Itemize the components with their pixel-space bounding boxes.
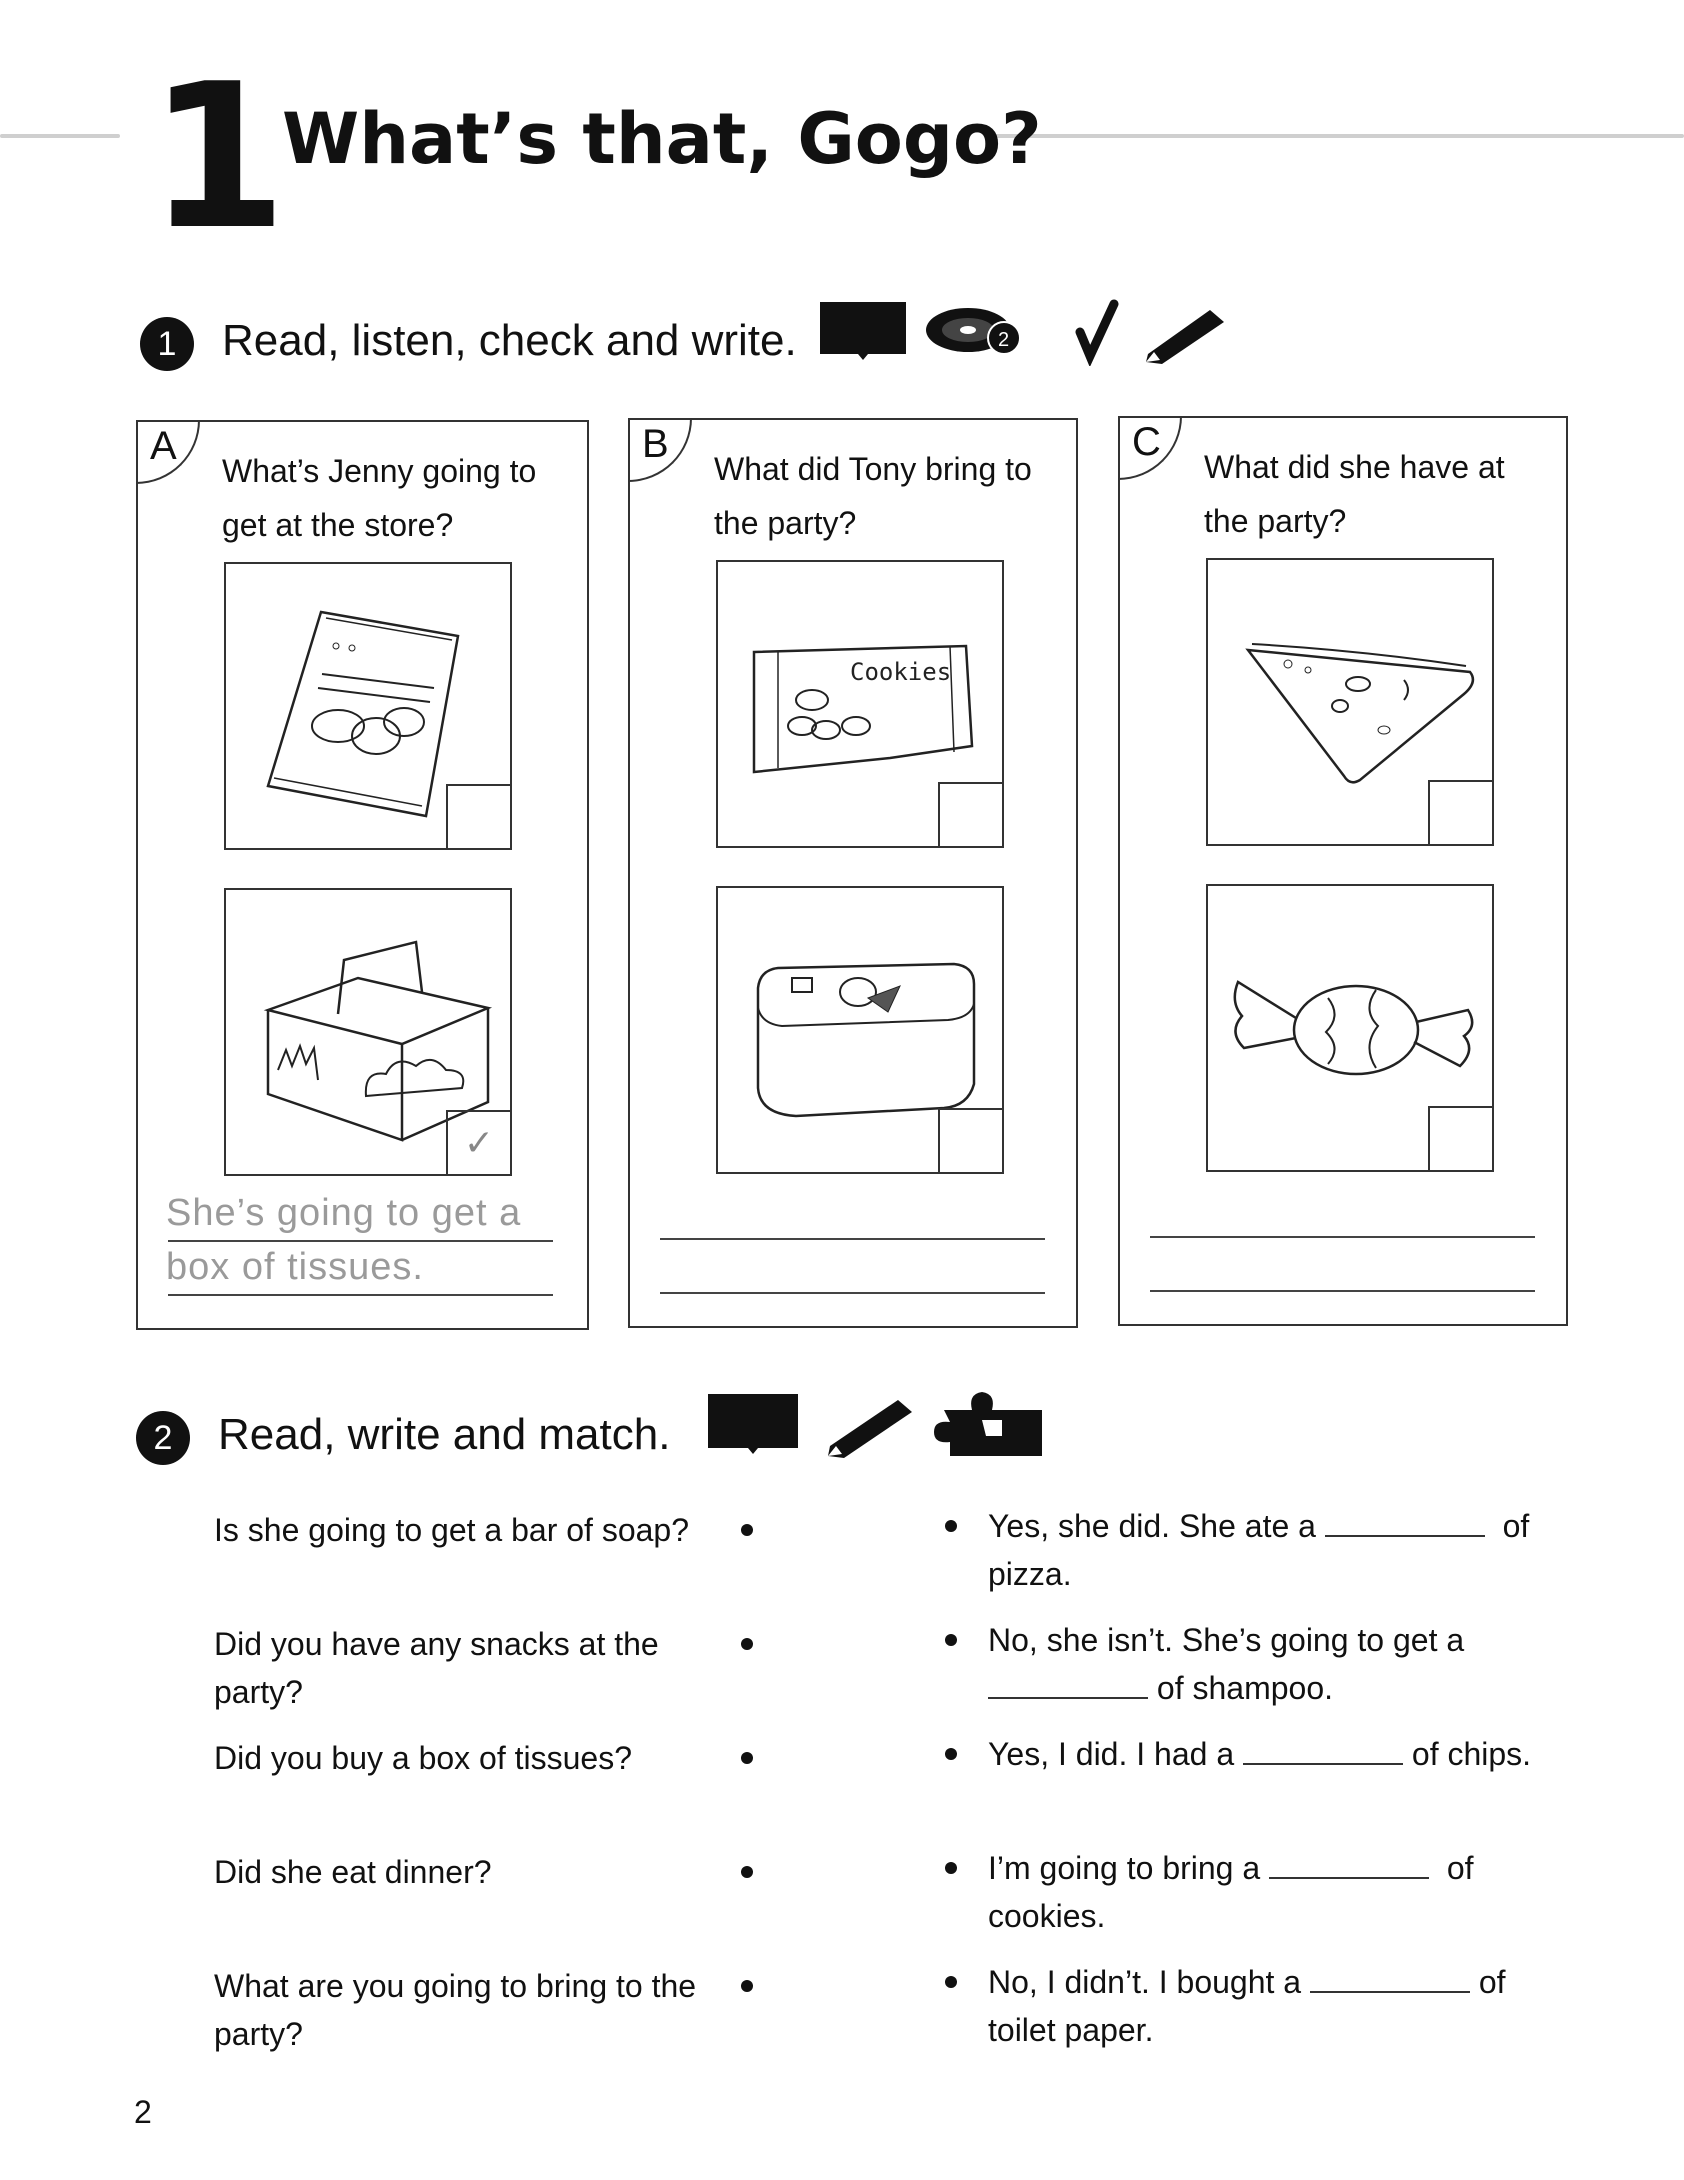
panel-a-pic1-checkbox[interactable] [446, 784, 512, 850]
answer-2-blank[interactable] [988, 1671, 1148, 1699]
panel-c [1118, 416, 1568, 1326]
match-question-5: What are you going to bring to the party? [214, 1968, 697, 2052]
match-dot-right-4[interactable] [945, 1862, 957, 1874]
match-dot-left-5[interactable] [741, 1980, 753, 1992]
torn-edge-right [984, 134, 1684, 138]
exercise-2-instruction: Read, write and match. [218, 1410, 671, 1459]
panel-b-answer-line-2[interactable] [660, 1242, 1045, 1294]
match-dot-right-5[interactable] [945, 1976, 957, 1988]
picture-tin-box [716, 886, 1004, 1174]
panel-a-pic2-checkbox[interactable]: ✓ [446, 1110, 512, 1176]
panel-a-answer-1: She’s going to get a [166, 1192, 522, 1234]
picture-bag-of-cookies [716, 560, 1004, 848]
torn-edge-left [0, 134, 120, 138]
cd-icon [926, 308, 1020, 354]
answer-3-blank[interactable] [1243, 1737, 1403, 1765]
exercise-2-number: 2 [136, 1411, 190, 1465]
match-dot-left-1[interactable] [741, 1524, 753, 1536]
match-question-4: Did she eat dinner? [214, 1854, 492, 1890]
book-icon [708, 1394, 798, 1454]
panel-c-answer-line-2[interactable] [1150, 1240, 1535, 1292]
exercise-1-icons [818, 296, 1238, 366]
panel-c-pic1-checkbox[interactable] [1428, 780, 1494, 846]
match-dot-right-2[interactable] [945, 1634, 957, 1646]
panel-a [136, 420, 589, 1330]
panel-a-tab: A [136, 420, 200, 484]
match-question-2: Did you have any snacks at the party? [214, 1626, 659, 1710]
match-answer-3: Yes, I did. I had a of chips. [988, 1736, 1532, 1772]
answer-1-blank[interactable] [1325, 1509, 1485, 1537]
pencil-icon [1146, 310, 1224, 364]
panel-b-answer-line-1[interactable] [660, 1188, 1045, 1240]
picture-candy [1206, 884, 1494, 1172]
match-dot-left-3[interactable] [741, 1752, 753, 1764]
panel-c-pic2-checkbox[interactable] [1428, 1106, 1494, 1172]
picture-box-of-tissues [224, 888, 512, 1176]
match-answer-2: No, she isn’t. She’s going to get a of shampoo. [988, 1622, 1465, 1706]
match-answer-4: I’m going to bring a of cookies. [988, 1850, 1474, 1934]
picture-bag-of-chips [224, 562, 512, 850]
puzzle-icon [934, 1392, 1042, 1456]
page-title: What’s that, Gogo? [282, 98, 1042, 180]
match-dot-left-4[interactable] [741, 1866, 753, 1878]
panel-c-question: What did she have at the party? [1204, 449, 1505, 539]
match-dot-left-2[interactable] [741, 1638, 753, 1650]
unit-number: 1 [148, 41, 282, 274]
match-dot-right-3[interactable] [945, 1748, 957, 1760]
exercise-1-instruction: Read, listen, check and write. [222, 316, 797, 365]
pencil-icon [828, 1400, 912, 1458]
cookies-label: Cookies [850, 658, 952, 686]
picture-slice-of-pizza [1206, 558, 1494, 846]
panel-b-pic1-checkbox[interactable] [938, 782, 1004, 848]
panel-b [628, 418, 1078, 1328]
exercise-2-icons [706, 1384, 1046, 1468]
match-question-3: Did you buy a box of tissues? [214, 1740, 633, 1776]
panel-a-answer-2: box of tissues. [166, 1246, 424, 1288]
exercise-1-number: 1 [140, 317, 194, 371]
book-icon [820, 302, 906, 360]
check-icon [1080, 304, 1114, 356]
match-dot-right-1[interactable] [945, 1520, 957, 1532]
answer-5-blank[interactable] [1310, 1965, 1470, 1993]
panel-b-question: What did Tony bring to the party? [714, 451, 1032, 541]
panel-c-tab: C [1118, 416, 1182, 480]
panel-a-question: What’s Jenny going to get at the store? [222, 453, 537, 543]
page-number: 2 [134, 2094, 152, 2130]
svg-text:2: 2 [998, 329, 1010, 351]
answer-4-blank[interactable] [1269, 1851, 1429, 1879]
match-question-1: Is she going to get a bar of soap? [214, 1512, 689, 1548]
panel-c-answer-line-1[interactable] [1150, 1186, 1535, 1238]
panel-b-pic2-checkbox[interactable] [938, 1108, 1004, 1174]
panel-b-tab: B [628, 418, 692, 482]
match-answer-1: Yes, she did. She ate a of pizza. [988, 1508, 1530, 1592]
match-answer-5: No, I didn’t. I bought a of toilet paper. [988, 1964, 1506, 2048]
